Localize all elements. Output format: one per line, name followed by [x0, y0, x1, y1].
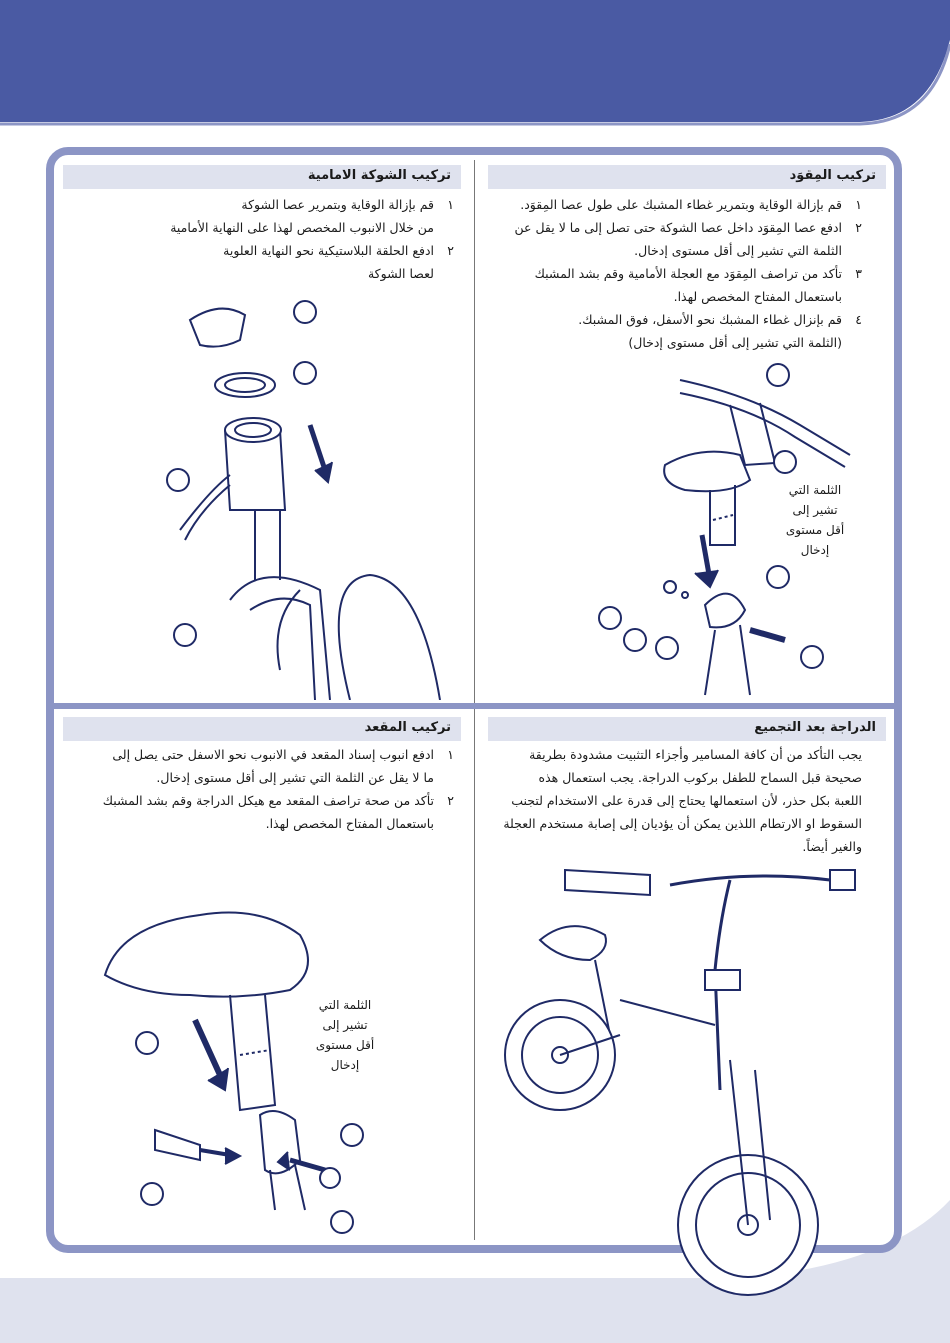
- seat-assembly-illustration: [100, 880, 400, 1240]
- handlebar-insertion-caption: الثلمة التي تشير إلى أقل مستوى إدخال: [785, 483, 845, 557]
- seat-insertion-caption: الثلمة التي تشير إلى أقل مستوى إدخال: [315, 998, 375, 1072]
- handlebar-step-1: ١قم بإزالة الوقاية وبتمرير غطاء المشبك على طول عصا المِقوَد.: [520, 197, 862, 212]
- assembled-bike-illustration: [500, 860, 880, 1300]
- assembled-warning-text: يجب التأكد من أن كافة المسامير وأجزاء التثبيت مشدودة بطريقة صحيحة قبل السماح للطفل بركوب الدراجة. يجب استعمال هذه اللعبة بكل حذر، لأن استعمالها يحتاج إلى قدرة على الاستخدام لتجنب السقوط او الارتطام اللذين يمكن أن يؤديان إلى إصابة مستخدم العجلة والغير أيضاً.: [503, 747, 862, 854]
- handlebar-steps: ١قم بإزالة الوقاية وبتمرير غطاء المشبك على طول عصا المِقوَد. ٢ادفع عصا المِقوَد داخل عصا الشوكة حتى تصل إلى ما لا يقل عن الثلمة التي تشير إلى أقل مستوى إدخال. ٣تأكد من تراصف المِقوَد مع العجلة الأمامية وقم بشد المشبك باستعمال المفتاح المخصص لهذا. ٤قم بإنزال غطاء المشبك نحو الأسفل، فوق المشبك. (الثلمة التي تشير إلى أقل مستوى إدخال): [515, 193, 862, 354]
- fork-section-title: تركيب الشوكة الامامية: [63, 165, 461, 189]
- handlebar-step-2: ٢ادفع عصا المِقوَد داخل عصا الشوكة حتى تصل إلى ما لا يقل عن: [514, 220, 862, 235]
- seat-step-1: ١ادفع انبوب إسناد المقعد في الانبوب نحو الاسفل حتى يصل إلى: [112, 747, 454, 762]
- seat-steps: ١ادفع انبوب إسناد المقعد في الانبوب نحو الاسفل حتى يصل إلى ما لا يقل عن الثلمة التي تشير إلى أقل مستوى إدخال. ٢تأكد من صحة تراصف المقعد مع هيكل الدراجة وقم بشد المشبك باستعمال المفتاح المخصص لهذا.: [103, 743, 454, 835]
- row-divider: [54, 703, 894, 709]
- seat-section-title: تركيب المقعد: [63, 717, 461, 741]
- header-corner-curve: [0, 0, 950, 135]
- handlebar-assembly-illustration: [590, 355, 880, 700]
- seat-step-2: ٢تأكد من صحة تراصف المقعد مع هيكل الدراجة وقم بشد المشبك: [102, 793, 454, 808]
- handlebar-step-3: ٣تأكد من تراصف المِقوَد مع العجلة الأمامية وقم بشد المشبك: [534, 266, 862, 281]
- fork-assembly-illustration: [160, 290, 460, 700]
- fork-step-2: ٢ادفع الحلقة البلاستيكية نحو النهاية العلوية: [223, 243, 454, 258]
- assembled-section-title: الدراجة بعد التجميع: [488, 717, 886, 741]
- handlebar-section-title: تركيب المِقوَد: [488, 165, 886, 189]
- fork-steps: ١قم بإزالة الوقاية وبتمرير عصا الشوكة من خلال الانبوب المخصص لهذا على النهاية الأمامية ٢ادفع الحلقة البلاستيكية نحو النهاية العلوية لعصا الشوكة: [170, 193, 454, 285]
- column-divider: [474, 160, 475, 1240]
- fork-step-1: ١قم بإزالة الوقاية وبتمرير عصا الشوكة: [241, 197, 454, 212]
- handlebar-step-4: ٤قم بإنزال غطاء المشبك نحو الأسفل، فوق المشبك.: [578, 312, 862, 327]
